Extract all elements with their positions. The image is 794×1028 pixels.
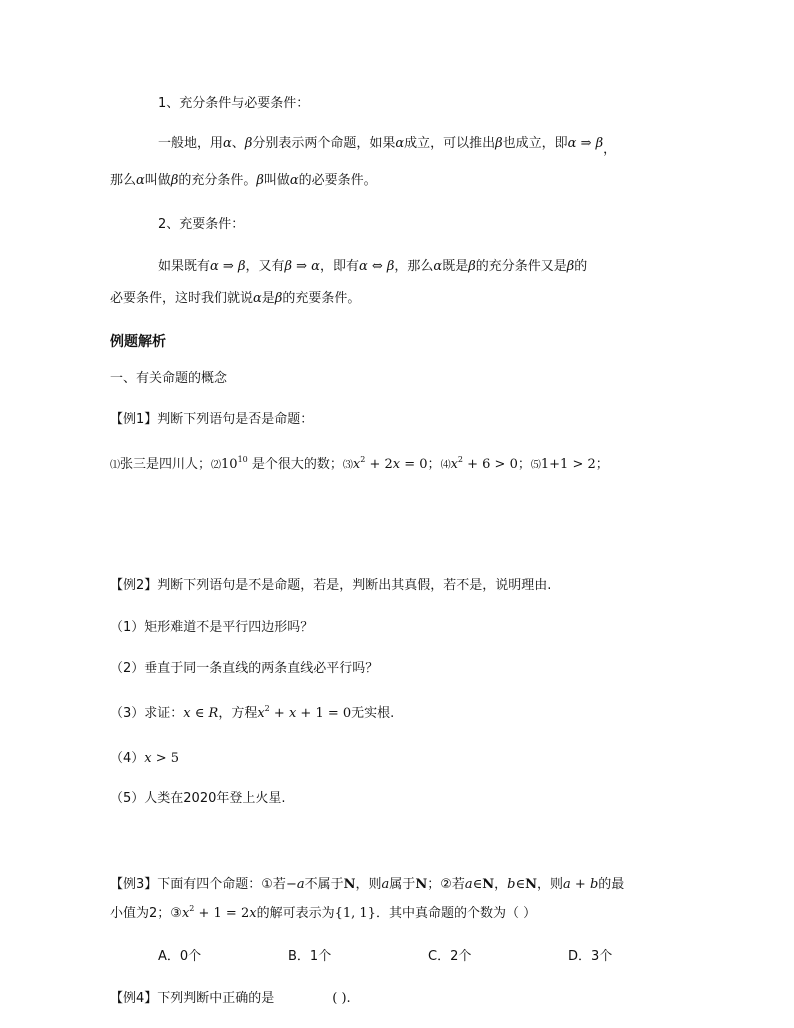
text: 也成立，即	[502, 136, 568, 151]
beta-symbol: β	[256, 173, 264, 188]
implication-formula: β ⇒ α	[284, 259, 320, 274]
examples-heading: 例题解析	[110, 334, 166, 350]
text: ，	[494, 877, 508, 892]
part-heading: 一、有关命题的概念	[110, 371, 228, 386]
variable-a: a	[296, 877, 305, 892]
formula-base: 10	[221, 457, 238, 472]
example-3-line-2	[110, 905, 536, 923]
example-3-line-1	[110, 876, 624, 894]
text: > 5	[151, 751, 180, 766]
example-2-title: 【例2】判断下列语句是不是命题，若是，判断出其真假，若不是，说明理由.	[110, 578, 552, 593]
answer-blank: ( ).	[332, 991, 351, 1006]
text: ，那么	[394, 259, 434, 274]
text: 小值为2；③	[110, 906, 182, 921]
alpha-symbol: α	[289, 173, 299, 188]
text: ，则	[537, 877, 564, 892]
equivalence-formula: α ⇔ β	[358, 259, 395, 274]
element-of-symbol: ∈	[515, 877, 526, 892]
text: 叫做	[144, 173, 171, 188]
text: + 1 = 2	[194, 906, 250, 921]
section-heading-2: 2、充要条件：	[158, 217, 245, 232]
text: 的充要条件。	[282, 291, 361, 306]
text: ，方程	[218, 706, 258, 721]
beta-symbol: β	[170, 173, 179, 188]
text: 成立，可以推出	[404, 136, 496, 151]
text: 是	[261, 291, 275, 306]
beta-symbol: β	[468, 259, 476, 274]
beta-symbol: β	[495, 136, 503, 151]
example-4-title-line	[110, 990, 351, 1008]
alpha-symbol: α	[395, 136, 405, 151]
text: ，又有	[245, 259, 285, 274]
item-number: ⑵	[211, 460, 222, 471]
text: （3）求证：	[110, 706, 184, 721]
implication-formula: α ⇒ β	[567, 136, 604, 151]
text: 既是	[442, 259, 469, 274]
text: 无实根.	[351, 706, 395, 721]
text: +	[269, 706, 289, 721]
text: 的解可表示为	[256, 906, 335, 921]
text: 一般地，用	[158, 136, 224, 151]
text: ，则	[355, 877, 382, 892]
variable-x: x	[181, 906, 190, 921]
variable-x: x	[392, 457, 401, 472]
separator: ；	[517, 457, 531, 472]
variable-x: x	[183, 706, 191, 721]
alpha-symbol: α	[253, 291, 262, 306]
text: 不属于	[304, 877, 344, 892]
set-N: N	[525, 877, 537, 892]
separator: ；	[427, 457, 441, 472]
text: 那么	[110, 173, 137, 188]
variable-a: a	[563, 877, 571, 892]
set-N: N	[415, 877, 428, 892]
example-1-items	[110, 456, 609, 475]
text: 如果既有	[158, 259, 211, 274]
text: 的最	[598, 877, 625, 892]
text: = 0	[400, 457, 428, 472]
exponent-2: 2	[264, 704, 270, 713]
formula-exponent: 10	[237, 455, 248, 464]
text: 属于	[389, 877, 416, 892]
item-number: ⑸	[530, 460, 541, 471]
example-2-item-2: （2）垂直于同一条直线的两条直线必平行吗？	[110, 661, 379, 676]
text: 【例3】下面有四个命题：①若	[110, 877, 286, 892]
paragraph-2-line-2	[110, 290, 360, 308]
text: ．其中真命题的个数为（ ）	[375, 906, 537, 921]
implication-formula: α ⇒ β	[210, 259, 246, 274]
item-number: （4）	[110, 751, 145, 766]
option-d: D．3个	[568, 949, 613, 964]
element-of-symbol: ∈	[472, 877, 483, 892]
text: ，	[603, 142, 617, 157]
variable-x: x	[288, 706, 297, 721]
set-R: R	[208, 706, 219, 721]
variable-x: x	[352, 457, 361, 472]
variable-x: x	[144, 751, 152, 766]
variable-b: b	[589, 877, 599, 892]
exponent-2: 2	[457, 455, 463, 464]
set-notation: {1, 1}	[334, 906, 376, 921]
text: 的	[574, 259, 588, 274]
option-b: B．1个	[288, 949, 332, 964]
example-2-item-5: （5）人类在2020年登上火星.	[110, 791, 286, 806]
beta-symbol: β	[566, 259, 575, 274]
exponent-2: 2	[189, 904, 195, 913]
text: ；②若	[427, 877, 465, 892]
example-2-item-1: （1）矩形难道不是平行四边形吗？	[110, 620, 314, 635]
paragraph-2-line-1	[158, 258, 587, 276]
text: 必要条件，这时我们就说	[110, 291, 254, 306]
text: 的必要条件。	[298, 173, 377, 188]
paragraph-1-line-1	[158, 135, 617, 157]
variable-x: x	[249, 906, 257, 921]
plus-sign: +	[570, 877, 590, 892]
text: 的充分条件又是	[475, 259, 567, 274]
text: + 6 > 0	[463, 457, 518, 472]
variable-b: b	[507, 877, 516, 892]
alpha-symbol: α	[433, 259, 443, 274]
text: 分别表示两个命题，如果	[252, 136, 396, 151]
section-heading-1: 1、充分条件与必要条件：	[158, 96, 310, 111]
variable-x: x	[450, 457, 458, 472]
formula: 1+1 > 2	[540, 457, 596, 472]
text: 、	[231, 136, 245, 151]
paragraph-1-line-2	[110, 172, 377, 190]
set-N: N	[482, 877, 495, 892]
option-c: C．2个	[428, 949, 472, 964]
example-4-title: 【例4】下列判断中正确的是	[110, 991, 275, 1006]
text: 叫做	[263, 173, 290, 188]
text: 张三是四川人；	[120, 457, 212, 472]
option-a: A．0个	[158, 949, 202, 964]
example-2-item-4	[110, 750, 179, 768]
text: ，即有	[319, 259, 359, 274]
alpha-symbol: α	[136, 173, 145, 188]
text: + 2	[365, 457, 393, 472]
item-number: ⑷	[440, 460, 451, 471]
example-2-item-3	[110, 705, 394, 723]
text: 是个很大的数；	[247, 457, 343, 472]
set-N: N	[343, 877, 356, 892]
item-number: ⑶	[342, 460, 353, 471]
example-1-title: 【例1】判断下列语句是否是命题：	[110, 412, 314, 427]
beta-symbol: β	[274, 291, 283, 306]
minus-sign: −	[285, 877, 297, 892]
text: + 1 = 0	[296, 706, 352, 721]
alpha-symbol: α	[223, 136, 232, 151]
example-3-options	[158, 948, 612, 966]
text: 的充分条件。	[178, 173, 257, 188]
variable-a: a	[464, 877, 473, 892]
element-of-symbol: ∈	[190, 706, 209, 721]
variable-a: a	[381, 877, 390, 892]
exponent-2: 2	[360, 455, 366, 464]
separator: ；	[595, 457, 609, 472]
item-number: ⑴	[110, 460, 120, 471]
beta-symbol: β	[244, 136, 253, 151]
variable-x: x	[257, 706, 265, 721]
